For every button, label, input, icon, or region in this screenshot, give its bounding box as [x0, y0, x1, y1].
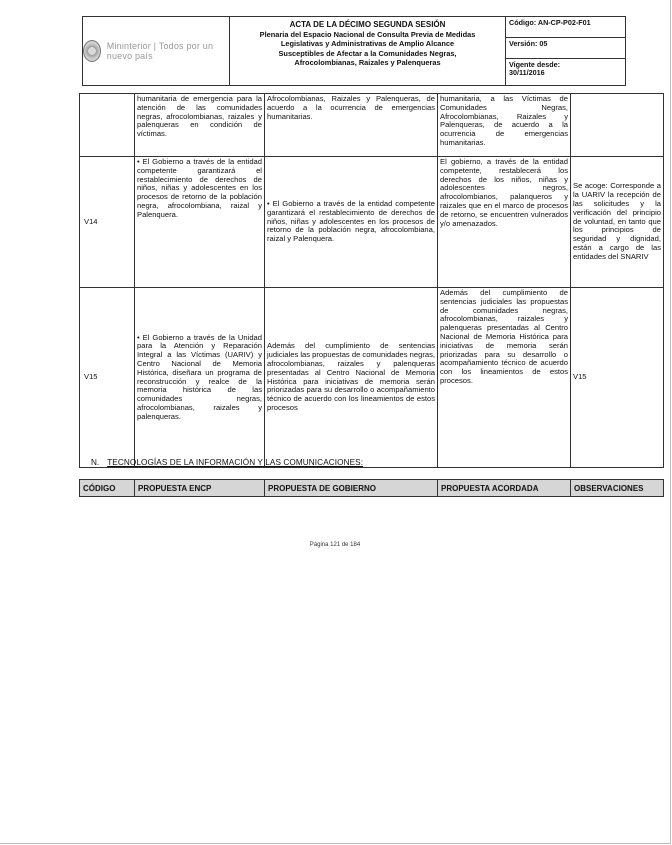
- row-code: [80, 94, 135, 157]
- ministry-logo-text: Mininterior | Todos por un nuevo país: [106, 41, 214, 61]
- document-version: Versión: 05: [506, 38, 625, 59]
- title-line: ACTA DE LA DÉCIMO SEGUNDA SESIÓN: [289, 20, 446, 29]
- proposal-encp: • El Gobierno a través de la Unidad para la Atención y Reparación Integral a las Víctimas (UARIV) y Centro Nacional de Memoria Histórica, diseñara un programa de reconstrucción y realce de la memoria histórica de las comunidades negras, afrocolombianas, raizales y palenqueras.: [135, 288, 265, 468]
- row-code: V14: [80, 157, 135, 288]
- validity-label: Vigente desde:: [509, 59, 560, 69]
- proposal-encp: humanitaria de emergencia para la atención de las comunidades negras, afrocolombianas, raizales y palenqueras en condición de víctimas.: [135, 94, 265, 157]
- proposal-agreed: humanitaria, a las Víctimas de Comunidades Negras, Afrocolombianas, Raizales y Palenqueras, de acuerdo a la ocurrencia de emergencias humanitarias.: [438, 94, 571, 157]
- proposal-agreed: Además del cumplimiento de sentencias judiciales las propuestas de comunidades negras, afrocolombianas, raizales y palenqueras presentadas al Centro Nacional de Memoria Histórica para iniciativas de memoria serán priorizadas para su desarrollo o acompañamiento técnico de acuerdo con los lineamientos de estos procesos.: [438, 288, 571, 468]
- proposal-government: Además del cumplimiento de sentencias judiciales las propuestas de comunidades negras, afrocolombianas, raizales y palenqueras presentadas al Centro Nacional de Memoria Histórica para iniciativas de memoria serán priorizadas para su desarrollo o acompañamiento técnico de acuerdo con los lineamientos de estos procesos: [265, 288, 438, 468]
- document-header: [82, 16, 626, 86]
- table-row: [80, 157, 664, 288]
- column-header-government: PROPUESTA DE GOBIERNO: [265, 480, 438, 497]
- column-header-observations: OBSERVACIONES: [571, 480, 664, 497]
- column-header-encp: PROPUESTA ENCP: [135, 480, 265, 497]
- table-row: [80, 94, 664, 157]
- observations: V15: [571, 288, 664, 468]
- row-code: V15: [80, 288, 135, 468]
- title-line: Afrocolombianas, Raizales y Palenqueras: [294, 58, 441, 68]
- logo-cell: [83, 17, 230, 85]
- validity-date: 30/11/2016: [509, 68, 545, 78]
- coat-of-arms-icon: [83, 40, 101, 62]
- document-code: Código: AN-CP-P02-F01: [506, 17, 625, 38]
- proposal-government: • El Gobierno a través de la entidad competente garantizará el restablecimiento de derechos de niños, niñas y adolescentes en los procesos de retorno de la población negra, afrocolombiana, raizal y Palenquera.: [265, 157, 438, 288]
- proposal-government: Afrocolombianas, Raizales y Palenqueras, de acuerdo a la ocurrencia de emergencias humanitarias.: [265, 94, 438, 157]
- title-line: Legislativas y Administrativas de Amplio Alcance: [280, 39, 455, 49]
- proposals-table: [79, 93, 664, 468]
- page-number: Página 121 de 184: [309, 542, 361, 548]
- observations: Se acoge: Corresponde a la UARIV la recepción de las solicitudes y la verificación del principio de voluntad, en tanto que los principios de seguridad y dignidad, están a cargo de las entidades del SNARIV: [571, 157, 664, 288]
- title-line: Susceptibles de Afectar a la Comunidades Negras,: [278, 48, 457, 58]
- proposal-agreed: El gobierno, a través de la entidad competente, restablecerá los derechos de los niños, niñas y adolescentes negros, afrocolombianos, palanqueros y raizales que en el marco de procesos de retorno, se encuentren vulnerados y/o amenazados.: [438, 157, 571, 288]
- column-header-code: CÓDIGO: [80, 480, 135, 497]
- title-line: Plenaria del Espacio Nacional de Consulta Previa de Medidas: [259, 29, 476, 39]
- document-validity: [506, 59, 625, 85]
- ict-table-header: [79, 479, 664, 497]
- proposal-encp: • El Gobierno a través de la entidad competente garantizará el restablecimiento de derechos de niños, niñas y adolescentes en los procesos de retorno de la población negra, afrocolombiana, raizal y Palenquera.: [135, 157, 265, 288]
- table-row: [80, 288, 664, 468]
- observations: [571, 94, 664, 157]
- section-heading: [91, 458, 363, 467]
- document-title: [230, 17, 506, 85]
- document-meta: [506, 17, 625, 85]
- section-title: TECNOLOGÍAS DE LA INFORMACIÓN Y LAS COMUNICACIONES:: [107, 458, 364, 467]
- section-letter: N.: [91, 458, 100, 467]
- column-header-agreed: PROPUESTA ACORDADA: [438, 480, 571, 497]
